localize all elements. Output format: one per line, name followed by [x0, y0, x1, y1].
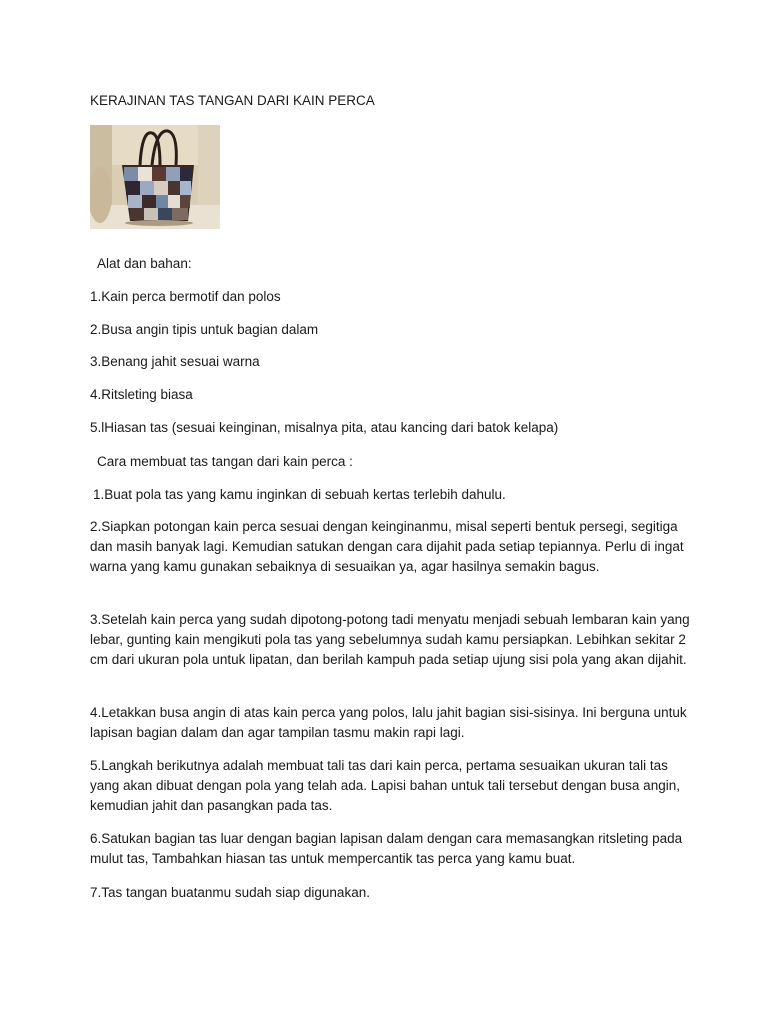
step-item: 4.Letakkan busa angin di atas kain perca yang polos, lalu jahit bagian sisi-sisinya. Ini berguna untuk lapisan bagian dalam dan agar tampilan tasmu makin rapi lagi. — [90, 705, 687, 740]
steps-heading: Cara membuat tas tangan dari kain perca : — [97, 454, 353, 469]
step-item: 7.Tas tangan buatanmu sudah siap digunakan. — [90, 885, 370, 900]
step-item: 1.Buat pola tas yang kamu inginkan di sebuah kertas terlebih dahulu. — [93, 487, 506, 502]
material-item: 2.Busa angin tipis untuk bagian dalam — [90, 322, 319, 337]
step-item: 5.Langkah berikutnya adalah membuat tali tas dari kain perca, pertama sesuaikan ukuran tali tas yang akan dibuat dengan pola yang telah ada. Lapisi bahan untuk tali tersebut dengan busa angin, kemudian jahit dan pasangkan pada tas. — [90, 758, 680, 813]
material-item: 1.Kain perca bermotif dan polos — [90, 289, 281, 304]
step-item: 2.Siapkan potongan kain perca sesuai dengan keinginanmu, misal seperti bentuk persegi, segitiga dan masih banyak lagi. Kemudian satukan dengan cara dijahit pada setiap tepiannya. Perlu di ingat warna yang kamu gunakan sebaiknya di sesuaikan ya, agar hasilnya semakin bagus. — [90, 519, 684, 574]
patchwork-bag-photo — [90, 125, 220, 229]
material-item: 5.lHiasan tas (sesuai keinginan, misalnya pita, atau kancing dari batok kelapa) — [90, 420, 559, 435]
materials-heading: Alat dan bahan: — [97, 256, 192, 271]
material-item: 3.Benang jahit sesuai warna — [90, 354, 260, 369]
document-title: KERAJINAN TAS TANGAN DARI KAIN PERCA — [90, 93, 375, 108]
material-item: 4.Ritsleting biasa — [90, 387, 193, 402]
step-item: 6.Satukan bagian tas luar dengan bagian lapisan dalam dengan cara memasangkan ritsleting pada mulut tas, Tambahkan hiasan tas untuk mempercantik tas perca yang kamu buat. — [90, 831, 683, 866]
step-item: 3.Setelah kain perca yang sudah dipotong-potong tadi menyatu menjadi sebuah lembaran kain yang lebar, gunting kain mengikuti pola tas yang sebelumnya sudah kamu persiapkan. Lebihkan sekitar 2 cm dari ukuran pola untuk lipatan, dan berilah kampuh pada setiap ujung sisi pola yang akan dijahit. — [90, 612, 690, 667]
